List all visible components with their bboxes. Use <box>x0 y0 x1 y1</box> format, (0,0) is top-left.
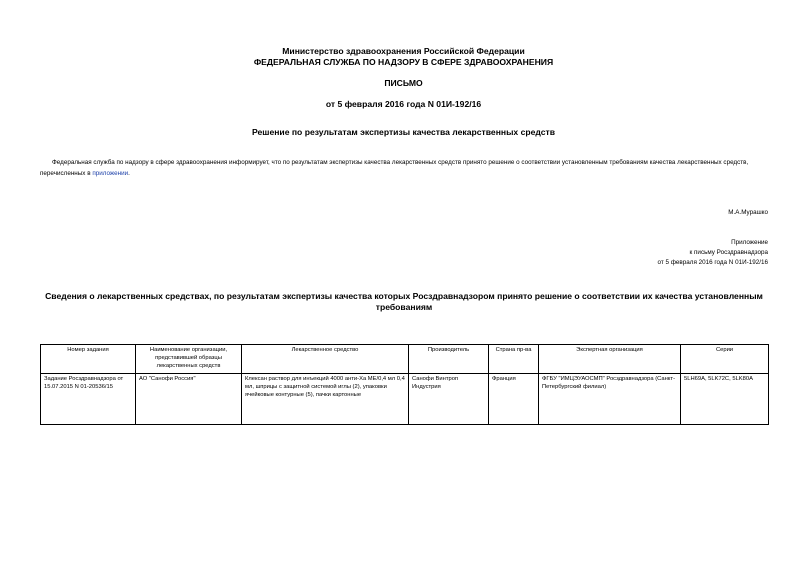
appendix-reference <box>657 238 768 268</box>
table-cell: Санофи Винтроп Индустрия <box>409 374 489 425</box>
document-subject: Решение по результатам экспертизы качества лекарственных средств <box>251 127 556 137</box>
column-header: Наименование организации, представившей образцы лекарственных средств <box>136 345 242 374</box>
table-cell: Задание Росздравнадзора от 15.07.2015 N 01-20536/15 <box>41 374 136 425</box>
column-header: Лекарственное средство <box>242 345 409 374</box>
column-header: Производитель <box>409 345 489 374</box>
appendix-line-1: Приложение <box>731 239 768 246</box>
column-header: Номер задания <box>41 345 136 374</box>
column-header: Экспертная организация <box>539 345 681 374</box>
table-cell: ФГБУ "ИМЦЭУАОСМП" Росздравнадзора (Санкт-Петербургский филиал) <box>539 374 681 425</box>
appendix-line-2: к письму Росздравнадзора <box>689 249 768 256</box>
ministry-heading: Министерство здравоохранения Российской Федерации <box>282 46 525 56</box>
table-cell: Клексан раствор для инъекций 4000 анти-Ха МЕ/0,4 мл 0,4 мл, шприцы с защитной системой иглы (2), упаковки ячейковые контурные (5), пачки картонные <box>242 374 409 425</box>
document-date-number: от 5 февраля 2016 года N 01И-192/16 <box>325 99 482 109</box>
paragraph-end: . <box>128 170 130 177</box>
appendix-line-3: от 5 февраля 2016 года N 01И-192/16 <box>657 259 768 266</box>
table-cell: АО "Санофи Россия" <box>136 374 242 425</box>
service-heading: ФЕДЕРАЛЬНАЯ СЛУЖБА ПО НАДЗОРУ В СФЕРЕ ЗДРАВООХРАНЕНИЯ <box>253 57 554 67</box>
column-header: Страна пр-ва <box>489 345 539 374</box>
appendix-link[interactable]: приложении <box>92 170 129 177</box>
paragraph-text: Федеральная служба по надзору в сфере здравоохранения информирует, что по результатам экспертизы качества лекарственных средств принято решение о соответствии установленным требованиям качества лекарственных средств, перечисленных в <box>40 159 749 177</box>
table-header-row <box>41 345 769 374</box>
body-paragraph <box>40 157 768 179</box>
table-row <box>41 374 769 425</box>
table-cell: 5LH69A, 5LK72C, 5LK80A <box>681 374 769 425</box>
medicines-table <box>40 344 769 425</box>
signature: М.А.Мурашко <box>728 209 768 216</box>
document-type: ПИСЬМО <box>384 78 423 88</box>
table-cell: Франция <box>489 374 539 425</box>
column-header: Серии <box>681 345 769 374</box>
appendix-title: Сведения о лекарственных средствах, по результатам экспертизы качества которых Росздравнадзором принято решение о соответствии их качества установленным требованиям <box>45 291 763 312</box>
